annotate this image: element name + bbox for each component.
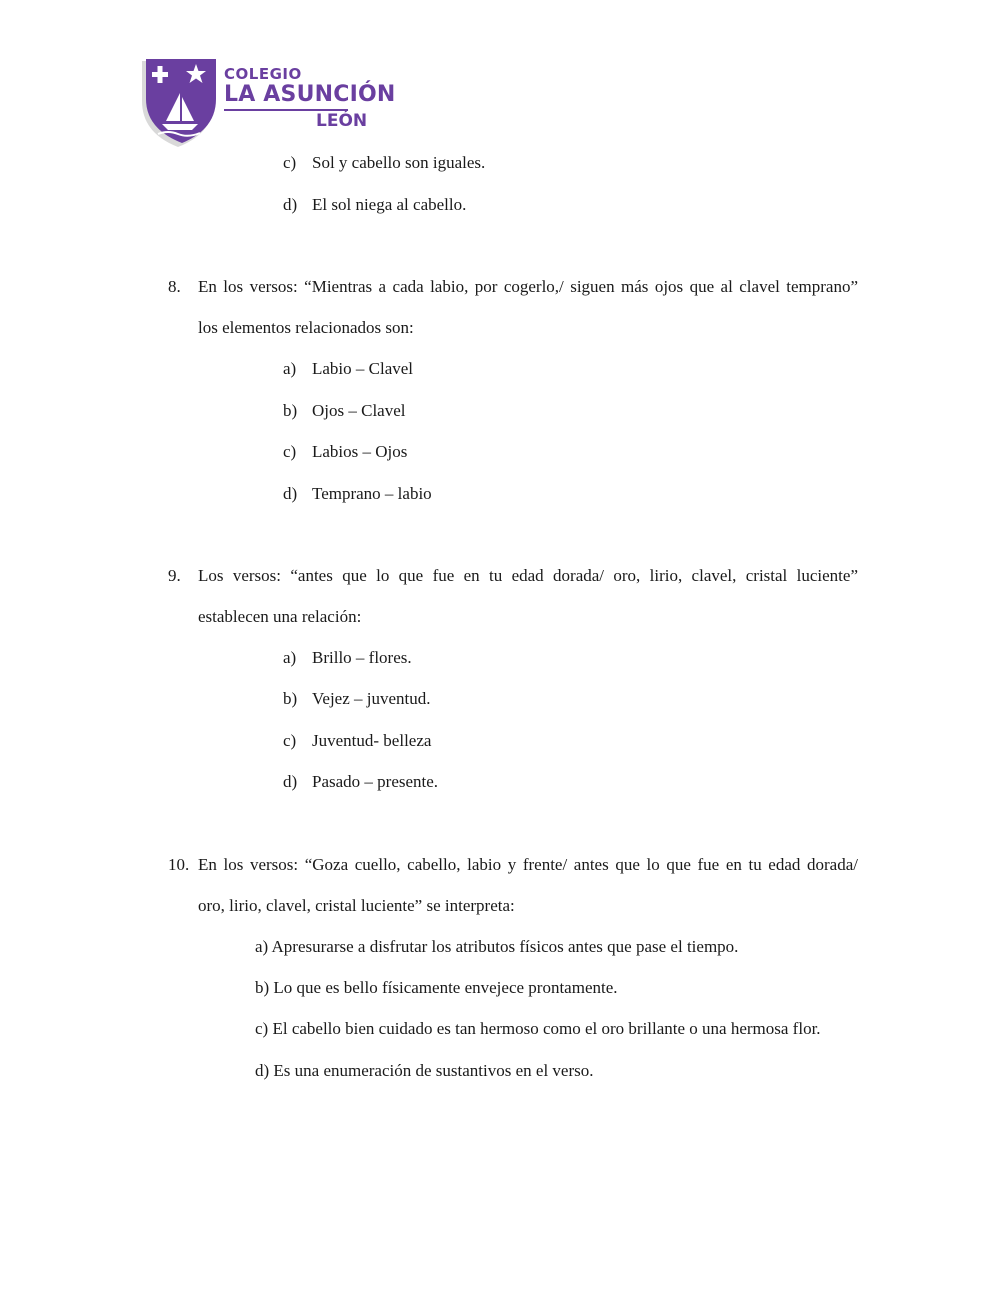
option-letter: c) [283, 153, 297, 172]
logo-line-leon: LEÓN [316, 111, 368, 131]
option-text: Brillo – flores. [312, 648, 412, 667]
option-text: Labios – Ojos [312, 442, 408, 461]
option-letter: d) [283, 484, 298, 503]
option-letter: c) [283, 731, 297, 750]
option-letter: a) [283, 648, 297, 667]
option-letter: c) [283, 442, 297, 461]
school-logo [138, 55, 396, 150]
question-text: En los versos: “Mientras a cada labio, por cogerlo,/ siguen más ojos que al clavel temprano” [198, 277, 858, 296]
option-text: Sol y cabello son iguales. [312, 153, 486, 172]
option-text: Vejez – juventud. [312, 689, 431, 708]
option-text: b) Lo que es bello físicamente envejece prontamente. [255, 978, 618, 997]
logo-line-colegio: COLEGIO [224, 65, 302, 83]
option-letter: b) [283, 401, 298, 420]
option-text: Labio – Clavel [312, 359, 414, 378]
option-text: Pasado – presente. [312, 772, 439, 791]
shield-crest-icon [138, 55, 218, 150]
option-letter: d) [283, 772, 298, 791]
option-text: Juventud- belleza [312, 731, 432, 750]
option-text: c) El cabello bien cuidado es tan hermoso como el oro brillante o una hermosa flor. [255, 1019, 821, 1038]
option-letter: b) [283, 689, 298, 708]
question-text-cont: los elementos relacionados son: [198, 318, 414, 337]
question-number: 8. [168, 277, 181, 296]
option-text: Ojos – Clavel [312, 401, 406, 420]
option-text: d) Es una enumeración de sustantivos en el verso. [255, 1061, 594, 1080]
option-text: a) Apresurarse a disfrutar los atributos físicos antes que pase el tiempo. [255, 937, 739, 956]
question-number: 10. [168, 855, 190, 874]
question-text: En los versos: “Goza cuello, cabello, labio y frente/ antes que lo que fue en tu edad dorada/ [198, 855, 858, 874]
option-letter: d) [283, 195, 298, 214]
option-text: Temprano – labio [312, 484, 432, 503]
question-number: 9. [168, 566, 181, 585]
option-letter: a) [283, 359, 297, 378]
logo-line-la-asuncion: LA ASUNCIÓN [224, 82, 396, 107]
question-text-cont: establecen una relación: [198, 607, 362, 626]
option-text: El sol niega al cabello. [312, 195, 467, 214]
question-text-cont: oro, lirio, clavel, cristal luciente” se interpreta: [198, 896, 515, 915]
question-text: Los versos: “antes que lo que fue en tu edad dorada/ oro, lirio, clavel, cristal luciente” [198, 566, 858, 585]
